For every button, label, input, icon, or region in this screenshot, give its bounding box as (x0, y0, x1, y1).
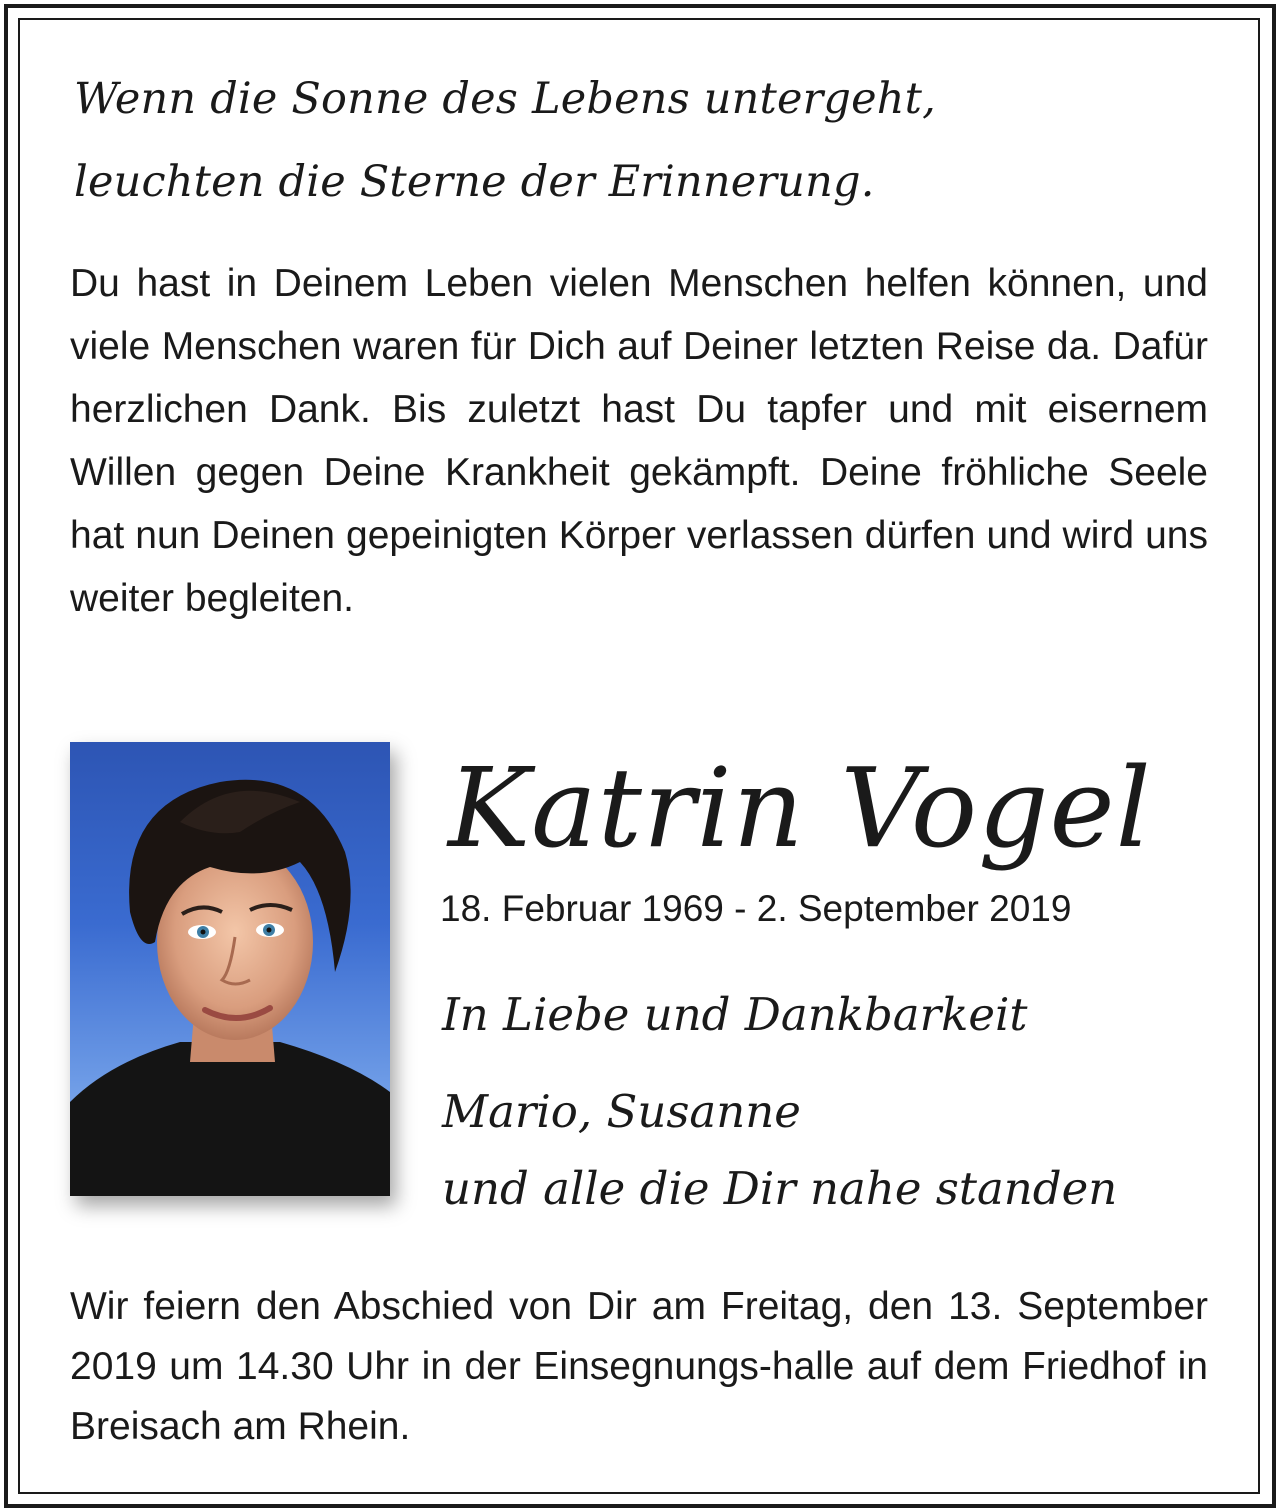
ceremony-text: Wir feiern den Abschied von Dir am Freitag, den 13. September 2019 um 14.30 Uhr in der Einsegnungs-halle auf dem Friedhof in Breisach am Rhein. (70, 1285, 1208, 1448)
life-dates: 18. Februar 1969 - 2. September 2019 (440, 888, 1072, 929)
quote-line-2: leuchten die Sterne der Erinnerung. (74, 157, 875, 207)
message-text: Du hast in Deinem Leben vielen Menschen helfen können, und viele Menschen waren für Dich auf Deiner letzten Reise da. Dafür herzlichen Dank. Bis zuletzt hast Du tapfer und mit eisernem Willen gegen Deine Krankheit gekämpft. Deine fröhliche Seele hat nun Deinen gepeinigten Körper verlassen dürfen und wird uns weiter begleiten. (70, 262, 1208, 620)
quote-line-1: Wenn die Sonne des Lebens untergeht, (74, 74, 937, 124)
dedication-line: In Liebe und Dankbarkeit (442, 988, 1028, 1041)
mourners-line-1: Mario, Susanne (442, 1085, 801, 1138)
portrait-photo (70, 742, 390, 1196)
deceased-name: Katrin Vogel (448, 744, 1152, 872)
portrait-illustration (70, 742, 390, 1196)
mourners-line-2: und alle die Dir nahe standen (442, 1162, 1118, 1215)
